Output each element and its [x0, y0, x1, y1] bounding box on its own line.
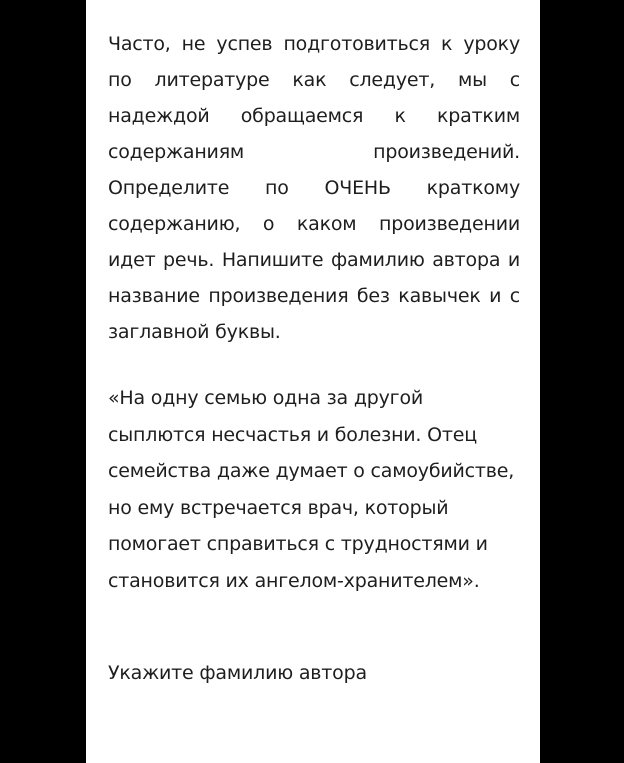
task-instructions: Часто, не успев подготовиться к уроку по литературе как следует, мы с надеждой обращаемся к кратким содержаниям произведений. Определите по ОЧЕНЬ краткому содержанию, о каком произведении идет речь. Напишите фамилию автора и название произведения без кавычек и с заглавной буквы. [108, 33, 520, 343]
task-card [86, 0, 540, 763]
author-question-label: Укажите фамилию автора [108, 662, 367, 684]
task-summary-quote: «На одну семью одна за другой сыплются несчастья и болезни. Отец семейства даже думает о самоубийстве, но ему встречается врач, который помогает справиться с трудностями и становится их ангелом-хранителем». [108, 387, 515, 592]
